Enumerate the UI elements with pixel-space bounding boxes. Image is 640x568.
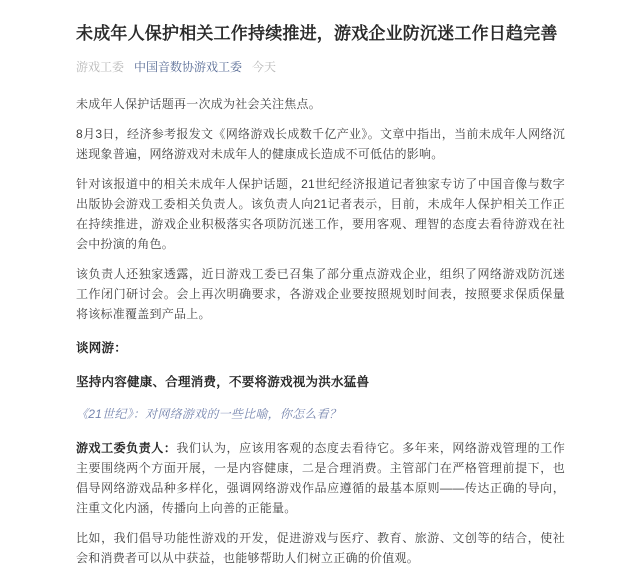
paragraph-closed-door-meeting: 该负责人还独家透露，近日游戏工委已召集了部分重点游戏企业，组织了网络游戏防沉迷工作闭门研讨会。会上再次明确要求，各游戏企业要按照规划时间表，按照要求保质保量将该标准覆盖到产品上。 [76, 266, 565, 321]
byline-account-link[interactable]: 中国音数协游戏工委 [134, 59, 243, 74]
paragraph-intro: 未成年人保护话题再一次成为社会关注焦点。 [76, 96, 322, 111]
paragraph-official-answer [76, 438, 565, 518]
answer-text: 我们认为，应该用客观的态度去看待它。多年来，网络游戏管理的工作主要围绕两个方面开展，一是内容健康，二是合理消费。主管部门在严格管理前提下，也倡导网络游戏品种多样化，强调网络游戏作品应遵循的最基本原则——传达正确的导向，注重文化内涵，传播向上向善的正能量。 [76, 440, 565, 515]
article-body [76, 94, 565, 568]
paragraph-functional-games: 比如，我们倡导功能性游戏的开发，促进游戏与医疗、教育、旅游、文创等的结合，使社会和消费者可以从中获益，也能够帮助人们树立正确的价值观。 [76, 530, 565, 565]
paragraph-report: 8月3日，经济参考报发文《网络游戏长成数千亿产业》。文章中指出，当前未成年人网络沉迷现象普遍，网络游戏对未成年人的健康成长造成不可低估的影响。 [76, 126, 565, 161]
byline-date: 今天 [252, 59, 277, 74]
speaker-label: 游戏工委负责人： [76, 440, 177, 455]
interview-question: 《21世纪》：对网络游戏的一些比喻，你怎么看？ [76, 406, 342, 421]
paragraph-interview-summary: 针对该报道中的相关未成年人保护话题，21世纪经济报道记者独家专访了中国音像与数字出版协会游戏工委相关负责人。该负责人向21记者表示，目前，未成年人保护相关工作正在持续推进，游戏企业积极落实各项防沉迷工作，要用客观、理智的态度去看待游戏在社会中扮演的角色。 [76, 176, 565, 251]
byline-source-tag: 游戏工委 [76, 59, 125, 74]
section-heading-online-games: 谈网游： [76, 340, 128, 355]
article-title: 未成年人保护相关工作持续推进，游戏企业防沉迷工作日趋完善 [76, 24, 558, 43]
section-subheading-healthy-content: 坚持内容健康、合理消费，不要将游戏视为洪水猛兽 [76, 374, 370, 389]
byline [76, 59, 565, 76]
